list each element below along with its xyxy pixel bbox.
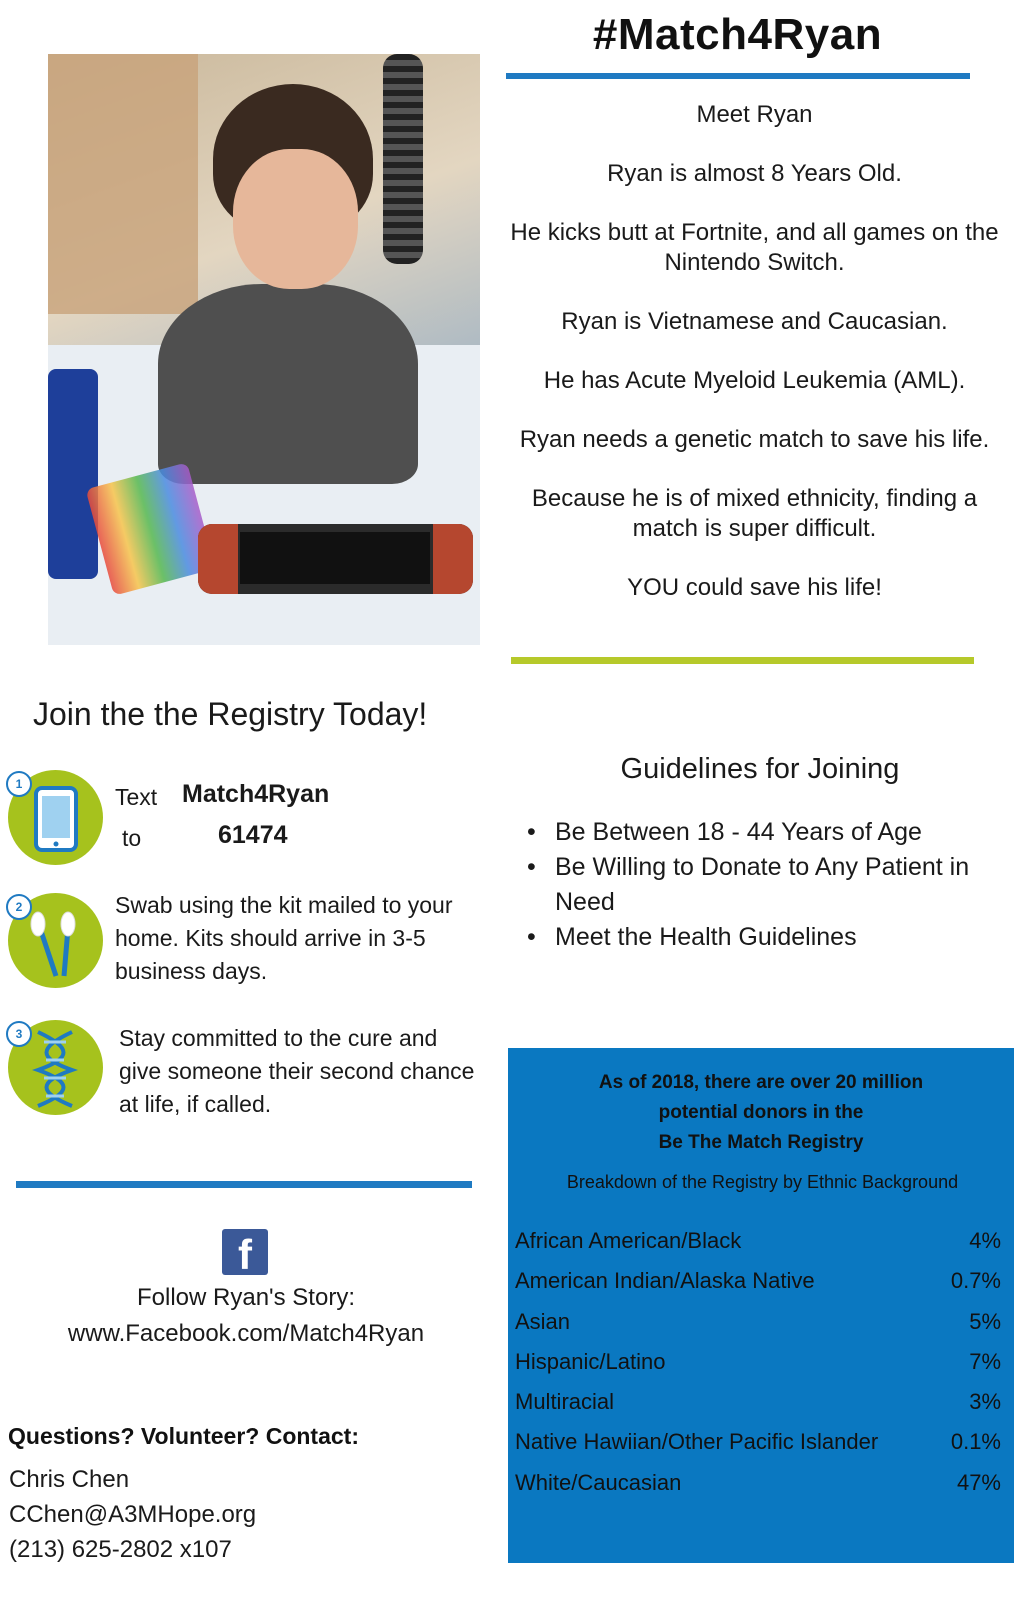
guideline-item: • Be Between 18 - 44 Years of Age bbox=[525, 815, 1005, 850]
ethnicity-percent: 4% bbox=[969, 1228, 1001, 1253]
join-title: Join the the Registry Today! bbox=[33, 696, 428, 732]
ethnicity-label: American Indian/Alaska Native bbox=[515, 1268, 815, 1294]
registry-row bbox=[515, 1389, 1001, 1429]
contact-phone[interactable]: (213) 625-2802 x107 bbox=[9, 1536, 232, 1563]
step1-number: 1 bbox=[6, 771, 32, 797]
registry-headline-line: potential donors in the bbox=[658, 1102, 864, 1123]
ethnicity-label: African American/Black bbox=[515, 1228, 742, 1253]
ethnicity-label: Hispanic/Latino bbox=[515, 1348, 666, 1374]
story-line: Ryan is almost 8 Years Old. bbox=[607, 160, 902, 187]
registry-headline-line: As of 2018, there are over 20 million bbox=[598, 1072, 924, 1093]
story-line: YOU could save his life! bbox=[627, 574, 882, 601]
page-title: #Match4Ryan bbox=[592, 10, 883, 59]
ethnicity-percent: 0.1% bbox=[950, 1429, 1001, 1455]
step1-keyword: Match4Ryan bbox=[182, 780, 330, 808]
guideline-item: • Be Willing to Donate to Any Patient in Need bbox=[525, 850, 1005, 920]
guidelines-title: Guidelines for Joining bbox=[620, 753, 900, 785]
story-line: Ryan is Vietnamese and Caucasian. bbox=[561, 308, 948, 335]
ethnicity-label: Native Hawiian/Other Pacific Islander bbox=[515, 1429, 879, 1455]
ethnicity-percent: 0.7% bbox=[950, 1268, 1001, 1294]
step3-text: Stay committed to the cure and give someone their second chance at life, if called. bbox=[119, 1025, 475, 1117]
contact-info bbox=[9, 1462, 256, 1567]
story-line: Meet Ryan bbox=[696, 101, 813, 128]
story-text bbox=[497, 100, 1012, 632]
guideline-item: • Meet the Health Guidelines bbox=[525, 920, 1005, 955]
ethnicity-percent: 5% bbox=[969, 1308, 1001, 1334]
registry-headline-line: Be The Match Registry bbox=[658, 1132, 864, 1153]
story-line: Ryan needs a genetic match to save his life. bbox=[519, 426, 990, 453]
follow-section bbox=[16, 1280, 476, 1352]
dna-icon bbox=[30, 1028, 80, 1110]
step2-number: 2 bbox=[6, 894, 32, 920]
registry-row bbox=[515, 1309, 1001, 1349]
story-line: He has Acute Myeloid Leukemia (AML). bbox=[543, 367, 966, 394]
step1-number-value: 61474 bbox=[218, 821, 288, 849]
contact-title: Questions? Volunteer? Contact: bbox=[8, 1423, 359, 1449]
step3-number: 3 bbox=[6, 1021, 32, 1047]
guidelines-list bbox=[525, 815, 1005, 955]
story-line: He kicks butt at Fortnite, and all games on the Nintendo Switch. bbox=[510, 219, 999, 276]
facebook-link[interactable]: www.Facebook.com/Match4Ryan bbox=[67, 1320, 425, 1347]
facebook-icon[interactable]: f bbox=[222, 1229, 268, 1275]
registry-row bbox=[515, 1429, 1001, 1469]
ethnicity-label: Asian bbox=[515, 1308, 571, 1334]
registry-table bbox=[515, 1228, 1001, 1510]
registry-row bbox=[515, 1470, 1001, 1510]
ethnicity-percent: 3% bbox=[969, 1389, 1001, 1415]
registry-subtitle: Breakdown of the Registry by Ethnic Background bbox=[566, 1172, 959, 1192]
ethnicity-label: White/Caucasian bbox=[515, 1469, 682, 1495]
divider bbox=[511, 657, 974, 664]
swab-icon bbox=[24, 910, 88, 980]
ethnicity-label: Multiracial bbox=[515, 1389, 615, 1415]
divider bbox=[16, 1181, 472, 1188]
registry-row bbox=[515, 1268, 1001, 1308]
contact-name: Chris Chen bbox=[9, 1466, 130, 1493]
follow-label: Follow Ryan's Story: bbox=[137, 1284, 355, 1311]
registry-headline bbox=[508, 1068, 1014, 1158]
ryan-photo bbox=[48, 54, 480, 645]
step2-text: Swab using the kit mailed to your home. Kits should arrive in 3-5 business days. bbox=[115, 892, 453, 984]
registry-row bbox=[515, 1349, 1001, 1389]
contact-email[interactable]: CChen@A3MHope.org bbox=[9, 1501, 257, 1528]
step1-to-label: to bbox=[122, 825, 142, 851]
registry-row bbox=[515, 1228, 1001, 1268]
registry-stats-box bbox=[508, 1048, 1014, 1563]
ethnicity-percent: 7% bbox=[969, 1348, 1001, 1374]
divider bbox=[506, 73, 970, 79]
step1-text-label: Text bbox=[115, 784, 158, 810]
story-line: Because he is of mixed ethnicity, finding a match is super difficult. bbox=[531, 485, 978, 542]
ethnicity-percent: 47% bbox=[956, 1469, 1001, 1495]
phone-icon bbox=[34, 786, 79, 852]
